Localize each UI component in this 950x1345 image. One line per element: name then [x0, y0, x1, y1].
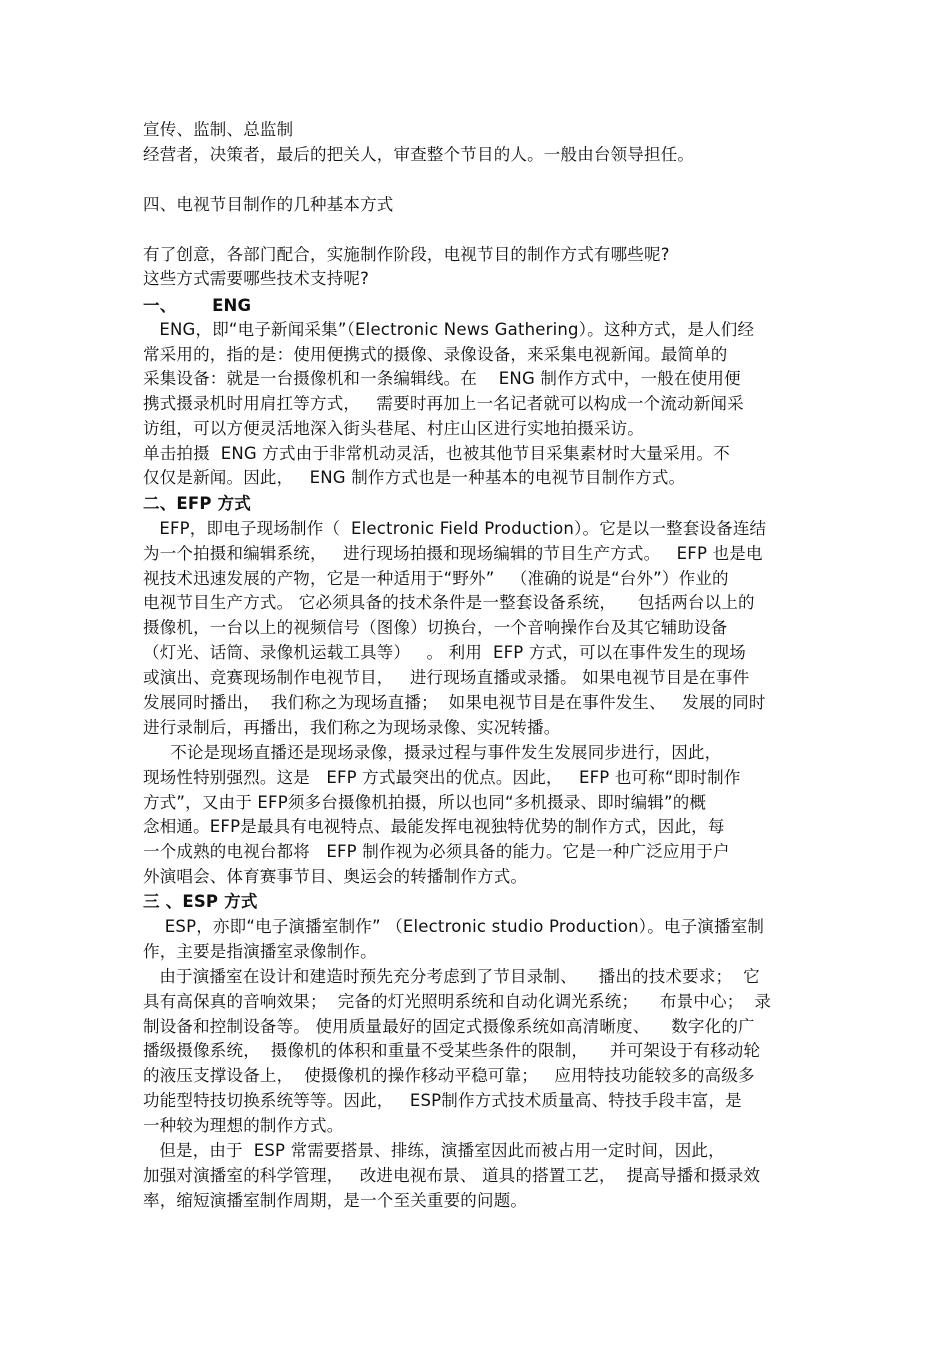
text-line: 一种较为理想的制作方式。: [143, 1116, 344, 1135]
text-line: 一个成熟的电视台都将 EFP 制作视为必须具备的能力。它是一种广泛应用于户: [143, 842, 730, 861]
text-line: 功能型特技切换系统等等。因此， ESP制作方式技术质量高、特技手段丰富，是: [143, 1091, 742, 1110]
text-line: 或演出、竞赛现场制作电视节目， 进行现场直播或录播。 如果电视节目是在事件: [143, 668, 750, 687]
text-line: 访组，可以方便灵活地深入街头巷尾、村庄山区进行实地拍摄采访。: [143, 419, 644, 438]
text-line: 但是，由于 ESP 常需要搭景、排练，演播室因此而被占用一定时间，因此，: [143, 1141, 725, 1160]
text-line: 常采用的，指的是：使用便携式的摄像、录像设备，来采集电视新闻。最简单的: [143, 345, 728, 364]
text-line: 外演唱会、体育赛事节目、奥运会的转播制作方式。: [143, 867, 528, 886]
text-line: 播级摄像系统， 摄像机的体积和重量不受某些条件的限制， 并可架设于有移动轮: [143, 1041, 761, 1060]
text-line: 加强对演播室的科学管理， 改进电视布景、 道具的搭置工艺， 提高导播和摄录效: [143, 1166, 761, 1185]
text-line: 发展同时播出， 我们称之为现场直播； 如果电视节目是在事件发生、 发展的同时: [143, 693, 766, 712]
text-line: 现场性特别强烈。这是 EFP 方式最突出的优点。因此， EFP 也可称“即时制作: [143, 768, 741, 787]
text-line: ESP，亦即“电子演播室制作” （Electronic studio Production）。电子演播室制: [143, 917, 765, 936]
text-line: 摄像机，一台以上的视频信号（图像）切换台，一个音响操作台及其它辅助设备: [143, 618, 728, 637]
text-line: 这些方式需要哪些技术支持呢?: [143, 269, 370, 288]
section-heading: 四、电视节目制作的几种基本方式: [143, 195, 394, 214]
text-line: 电视节目生产方式。 它必须具备的技术条件是一整套设备系统， 包括两台以上的: [143, 593, 755, 612]
subheading-efp: 二、EFP 方式: [143, 494, 251, 513]
text-line: 的液压支撑设备上， 使摄像机的操作移动平稳可靠； 应用特技功能较多的高级多: [143, 1066, 755, 1085]
text-line: 念相通。EFP是最具有电视特点、最能发挥电视独特优势的制作方式，因此，每: [143, 817, 725, 836]
text-line: 不论是现场直播还是现场录像，摄录过程与事件发生发展同步进行，因此，: [143, 743, 722, 762]
text-line: ENG，即“电子新闻采集”（Electronic News Gathering）。这种方式，是人们经: [143, 320, 755, 339]
text-line: 作，主要是指演播室录像制作。: [143, 942, 377, 961]
text-line: 宣传、监制、总监制: [143, 120, 294, 139]
text-line: 有了创意，各部门配合，实施制作阶段，电视节目的制作方式有哪些呢?: [143, 245, 670, 264]
text-line: 率，缩短演播室制作周期，是一个至关重要的问题。: [143, 1191, 528, 1210]
subheading-eng: 一、 ENG: [143, 296, 252, 315]
text-line: 视技术迅速发展的产物，它是一种适用于“野外” （准确的说是“台外”）作业的: [143, 569, 729, 588]
text-line: 携式摄录机时用肩扛等方式， 需要时再加上一名记者就可以构成一个流动新闻采: [143, 394, 744, 413]
text-line: 由于演播室在设计和建造时预先充分考虑到了节目录制、 播出的技术要求； 它: [143, 967, 760, 986]
text-line: 为一个拍摄和编辑系统， 进行现场拍摄和现场编辑的节目生产方式。 EFP 也是电: [143, 544, 763, 563]
text-line: （灯光、话筒、录像机运载工具等） 。 利用 EFP 方式，可以在事件发生的现场: [143, 643, 746, 662]
text-line: 仅仅是新闻。因此， ENG 制作方式也是一种基本的电视节目制作方式。: [143, 468, 686, 487]
text-line: 制设备和控制设备等。 使用质量最好的固定式摄像系统如高清晰度、 数字化的广: [143, 1017, 755, 1036]
text-line: 进行录制后，再播出，我们称之为现场录像、实况转播。: [143, 718, 561, 737]
text-line: 具有高保真的音响效果； 完备的灯光照明系统和自动化调光系统； 布景中心； 录: [143, 992, 772, 1011]
text-line: 单击拍摄 ENG 方式由于非常机动灵活，也被其他节目采集素材时大量采用。不: [143, 444, 730, 463]
text-line: 经营者，决策者，最后的把关人，审查整个节目的人。一般由台领导担任。: [143, 145, 695, 164]
text-line: 采集设备：就是一台摄像机和一条编辑线。在 ENG 制作方式中，一般在使用便: [143, 369, 741, 388]
subheading-esp: 三 、ESP 方式: [143, 892, 258, 911]
text-line: EFP，即电子现场制作（ Electronic Field Production）。它是以一整套设备连结: [143, 519, 767, 538]
text-line: 方式”，又由于 EFP须多台摄像机拍摄，所以也同“多机摄录、即时编辑”的概: [143, 793, 707, 812]
